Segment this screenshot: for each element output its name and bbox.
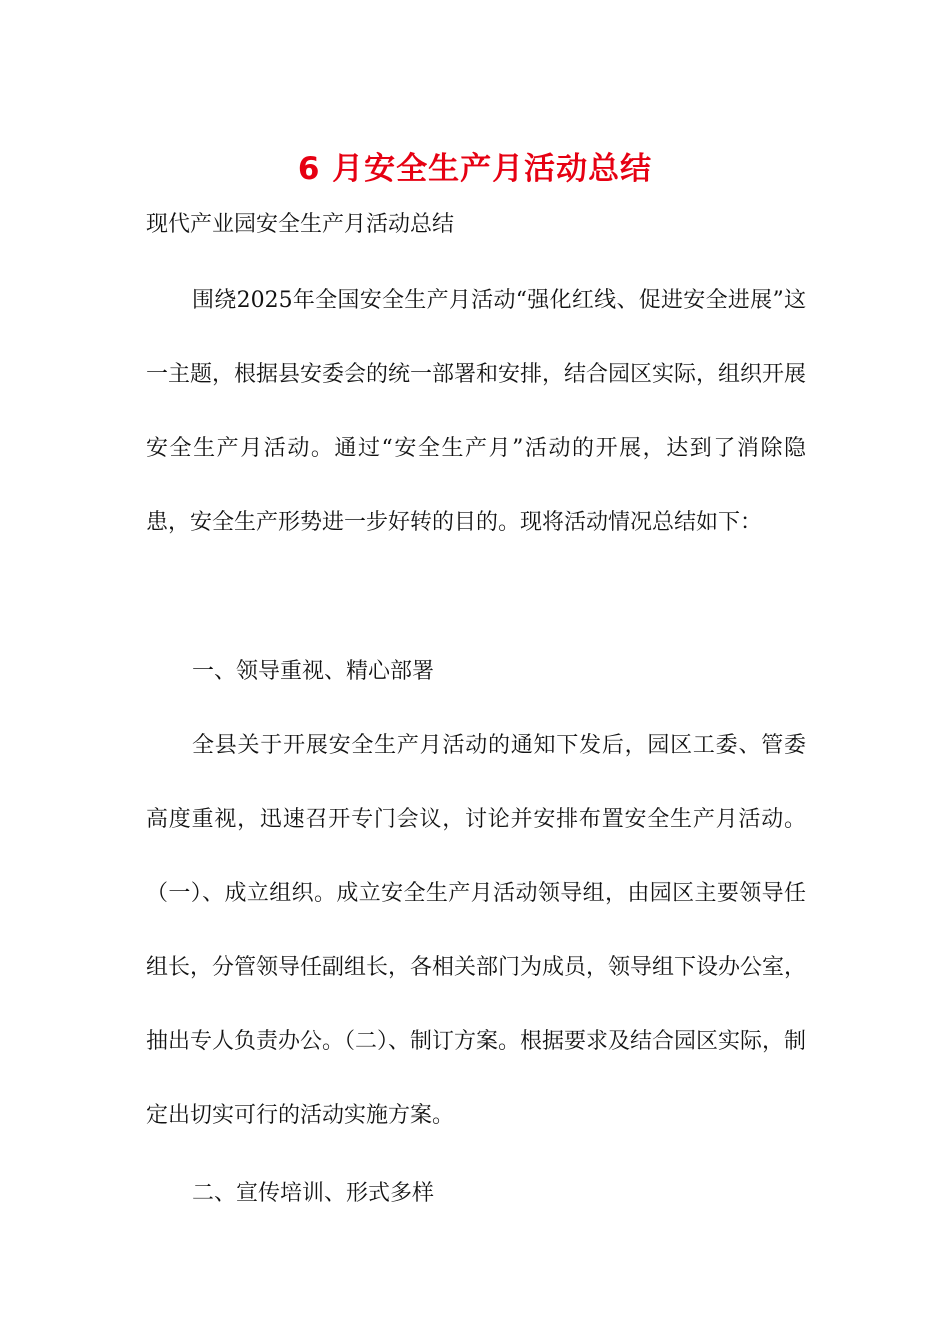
document-subtitle: 现代产业园安全生产月活动总结 — [146, 212, 455, 237]
section-heading-1: 一、领导重视、精心部署 — [192, 659, 435, 684]
document-title: 6 月安全生产月活动总结 — [297, 151, 653, 187]
section-heading-2: 二、宣传培训、形式多样 — [192, 1181, 435, 1206]
intro-paragraph: 围绕2025年全国安全生产月活动“强化红线、促进安全进展”这一主题，根据县安委会的统一部署和安排，结合园区实际，组织开展安全生产月活动。通过“安全生产月”活动的开展，达到了消除隐患，安全生产形势进一步好转的目的。现将活动情况总结如下： — [146, 288, 807, 535]
section-1-paragraph: 全县关于开展安全生产月活动的通知下发后，园区工委、管委高度重视，迅速召开专门会议，讨论并安排布置安全生产月活动。（一）、成立组织。成立安全生产月活动领导组，由园区主要领导任组长，分管领导任副组长，各相关部门为成员，领导组下设办公室，抽出专人负责办公。（二）、制订方案。根据要求及结合园区实际，制定出切实可行的活动实施方案。 — [146, 733, 807, 1128]
